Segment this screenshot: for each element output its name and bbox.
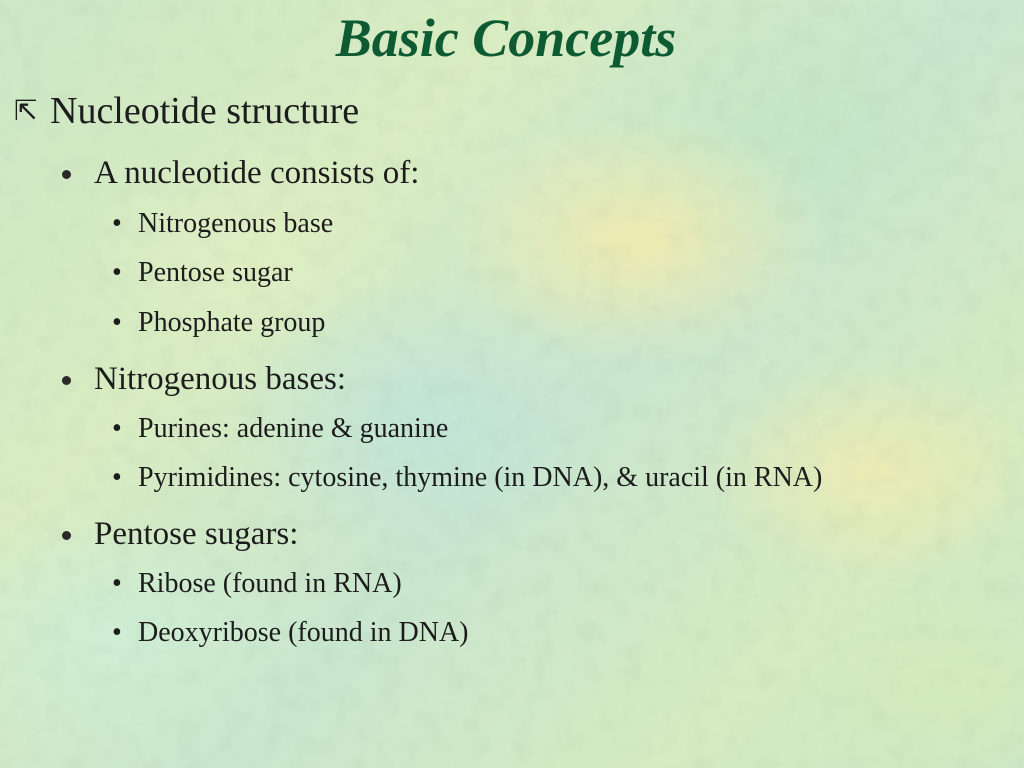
list-item-text: Pentose sugar <box>138 257 293 288</box>
section-label: Nitrogenous bases: <box>94 361 347 397</box>
bullet-icon: • <box>112 462 122 493</box>
heading-text: Nucleotide structure <box>50 90 360 132</box>
bullet-icon: • <box>112 307 122 338</box>
list-item-text: Phosphate group <box>138 307 326 338</box>
list-item-text: Deoxyribose (found in DNA) <box>138 617 469 648</box>
corner-arrow-icon: ⇱ <box>14 94 38 127</box>
list-item-text: Ribose (found in RNA) <box>138 568 402 599</box>
bullet-icon: • <box>112 413 122 444</box>
dot-bullet-icon <box>62 376 71 385</box>
list-item-text: Purines: adenine & guanine <box>138 413 449 444</box>
bullet-icon: • <box>112 257 122 288</box>
section-label: A nucleotide consists of: <box>94 155 420 191</box>
dot-bullet-icon <box>62 170 71 179</box>
section-label: Pentose sugars: <box>94 516 299 552</box>
list-item-text: Pyrimidines: cytosine, thymine (in DNA), & uracil (in RNA) <box>138 462 823 493</box>
dot-bullet-icon <box>62 531 71 540</box>
list-item-text: Nitrogenous base <box>138 208 334 239</box>
bullet-icon: • <box>112 568 122 599</box>
bullet-icon: • <box>112 617 122 648</box>
slide-title: Basic Concepts <box>335 8 677 68</box>
bullet-icon: • <box>112 208 122 239</box>
